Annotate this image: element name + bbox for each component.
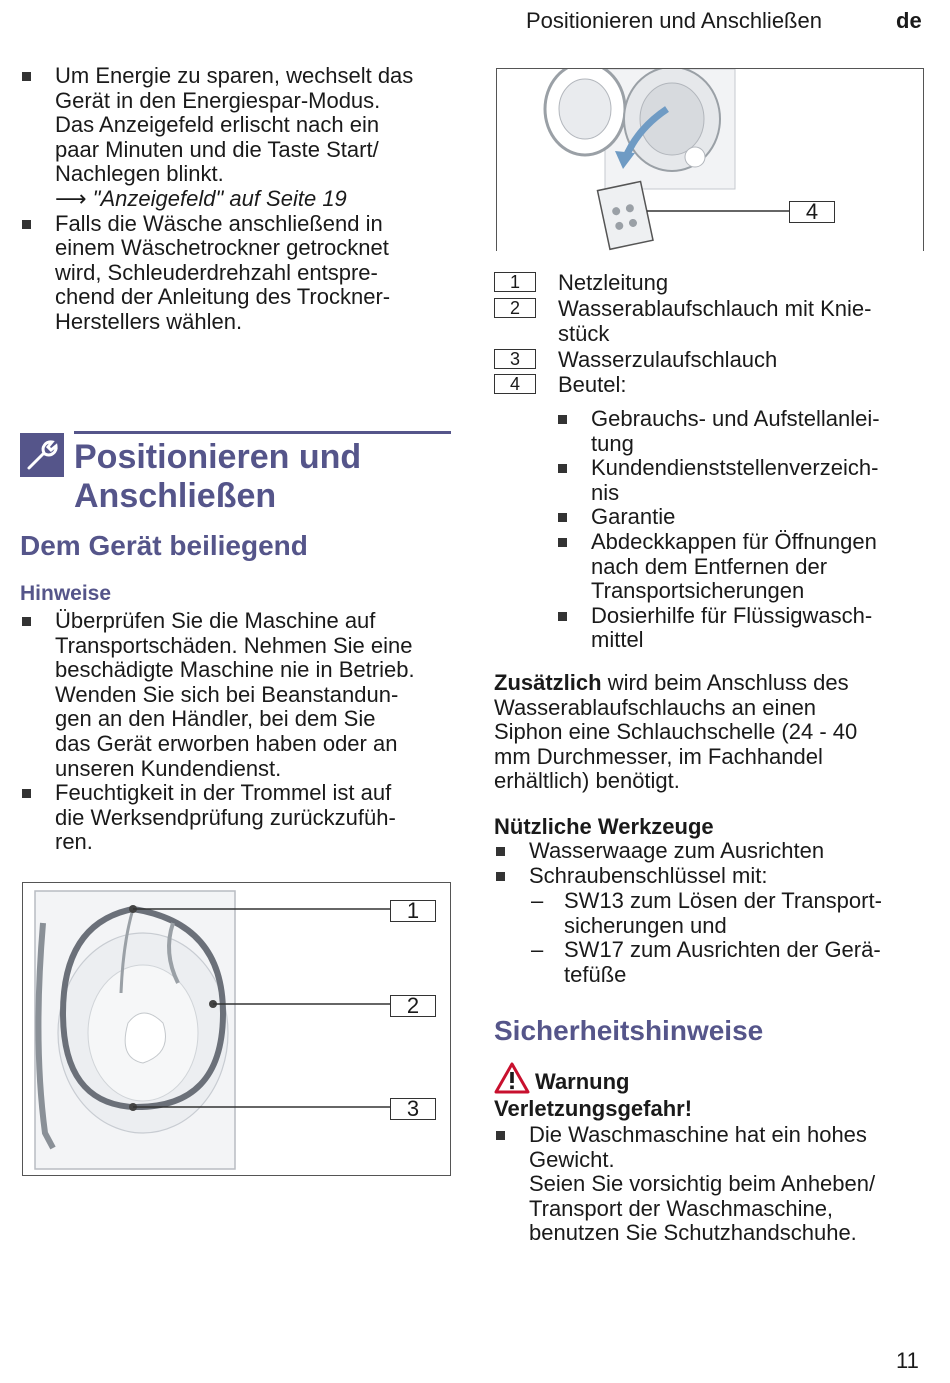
line: SW13 zum Lösen der Transport- (564, 888, 882, 913)
line: nis (591, 479, 620, 505)
chapter-rule (74, 431, 451, 434)
line: wird beim Anschluss des (601, 670, 849, 695)
drum-bag-illustration (496, 68, 924, 251)
line: Gewicht. (529, 1146, 615, 1172)
note-item (20, 609, 460, 781)
line: nach dem Entfernen der (591, 553, 828, 579)
legend-label: Wasserzulaufschlauch (558, 346, 778, 372)
line: Herstellers wählen. (55, 308, 243, 334)
bullet-square-icon (558, 538, 567, 547)
legend-label: Netzleitung (558, 270, 669, 295)
legend-label: stück (558, 321, 610, 346)
line: Feuchtigkeit in der Trommel ist auf (55, 780, 392, 806)
line: Das Anzeigefeld erlischt nach ein (55, 112, 380, 138)
machine-rear-drawing (23, 883, 450, 1175)
line: Gebrauchs- und Aufstellanlei- (591, 406, 880, 431)
line: Falls die Wäsche anschließend in (55, 210, 383, 236)
legend-row (494, 296, 924, 347)
line: Transportsicherungen (591, 578, 805, 604)
line: Gerät in den Energiespar-Modus. (55, 87, 381, 113)
figure-callout-2: 2 (390, 995, 436, 1017)
tools-heading: Nützliche Werkzeuge (494, 814, 714, 839)
line: tefüße (564, 961, 627, 987)
dash-bullet: – (531, 937, 544, 963)
bullet-square-icon (496, 1131, 505, 1140)
line: Schraubenschlüssel mit: (529, 862, 768, 888)
line: Kundendienststellenverzeich- (591, 455, 879, 481)
line: Transport der Waschmaschine, (529, 1195, 834, 1221)
machine-rear-illustration (22, 882, 451, 1176)
line: ren. (55, 829, 93, 855)
legend-number-box: 4 (494, 374, 536, 394)
line: SW17 zum Ausrichten der Gerä- (564, 937, 881, 963)
legend-number-box: 1 (494, 272, 536, 292)
note-item (20, 781, 460, 855)
bullet-square-icon (558, 464, 567, 473)
bag-item (556, 407, 916, 456)
chapter-title-line: Positionieren und (74, 438, 362, 476)
chapter-title-line: Anschließen (74, 477, 277, 515)
figure-callout-3: 3 (390, 1098, 436, 1120)
bag-item (556, 505, 916, 530)
line: sicherungen und (564, 912, 727, 938)
line: das Gerät erworben haben oder an (55, 730, 398, 756)
legend-row (494, 270, 924, 296)
legend-label: Wasserablaufschlauch mit Knie- (558, 295, 872, 321)
intro-bullet (20, 64, 460, 212)
line: Siphon eine Schlauchschelle (24 - 40 (494, 719, 858, 745)
line: unseren Kundendienst. (55, 755, 282, 781)
line: Wasserablaufschlauchs an einen (494, 694, 817, 720)
warning-label: Warnung (535, 1069, 630, 1094)
wrench-size-item (529, 938, 924, 987)
bullet-square-icon (496, 847, 505, 856)
line: einem Wäschetrockner getrocknet (55, 235, 389, 261)
line: mm Durchmesser, im Fachhandel (494, 743, 823, 769)
wrench-sizes-list (529, 889, 924, 987)
figure-callout-1: 1 (390, 900, 436, 922)
bullet-square-icon (558, 415, 567, 424)
legend-row (494, 347, 924, 373)
line: benutzen Sie Schutzhandschuhe. (529, 1220, 857, 1246)
legend-number-box: 2 (494, 298, 536, 318)
line: mittel (591, 627, 644, 653)
line: Seien Sie vorsichtig beim Anheben/ (529, 1171, 876, 1197)
line: tung (591, 430, 634, 456)
notes-heading: Hinweise (20, 582, 112, 605)
figure-callout-4: 4 (789, 201, 835, 223)
additional-bold: Zusätzlich (494, 670, 602, 695)
bullet-square-icon (22, 617, 31, 626)
bullet-square-icon (22, 220, 31, 229)
safety-bullet (494, 1123, 924, 1246)
line: die Werksendprüfung zurückzufüh- (55, 804, 396, 830)
xref-arrow-icon: ⟶ (55, 185, 87, 211)
bullet-square-icon (496, 872, 505, 881)
intro-bullet (20, 212, 460, 335)
tool-item (494, 839, 924, 864)
running-header-title: Positionieren und Anschließen (526, 8, 822, 33)
notes-list (20, 609, 460, 855)
language-tag: de (896, 8, 922, 33)
page-number: 11 (896, 1348, 919, 1373)
bullet-square-icon (558, 612, 567, 621)
line: Die Waschmaschine hat ein hohes (529, 1122, 867, 1147)
section-title: Dem Gerät beiliegend (20, 530, 308, 561)
line: beschädigte Maschine nie in Betrieb. (55, 657, 415, 683)
line: Überprüfen Sie die Maschine auf (55, 608, 376, 633)
line: chend der Anleitung des Trockner- (55, 284, 391, 310)
legend-label: Beutel: (558, 372, 627, 397)
wrench-icon (20, 433, 64, 477)
line: Wenden Sie sich bei Beanstandun- (55, 681, 399, 707)
wrench-size-item (529, 889, 924, 938)
dash-bullet: – (531, 888, 544, 913)
bag-contents-list (556, 407, 916, 653)
bag-item (556, 456, 916, 505)
bullet-square-icon (22, 72, 31, 81)
cross-reference-link[interactable]: "Anzeigefeld" auf Seite 19 (86, 185, 347, 211)
line: Nachlegen blinkt. (55, 161, 224, 187)
bullet-square-icon (22, 789, 31, 798)
line: paar Minuten und die Taste Start/ (55, 136, 379, 162)
line: erhältlich) benötigt. (494, 768, 680, 794)
line: Um Energie zu sparen, wechselt das (55, 63, 414, 88)
drum-bag-drawing (497, 69, 923, 251)
legend-row (494, 372, 924, 398)
bag-item (556, 604, 916, 653)
danger-label: Verletzungsgefahr! (494, 1096, 693, 1121)
bullet-square-icon (558, 513, 567, 522)
line: Dosierhilfe für Flüssigwasch- (591, 602, 873, 628)
figure-legend (494, 270, 924, 398)
line: wird, Schleuderdrehzahl entspre- (55, 259, 378, 285)
line: Wasserwaage zum Ausrichten (529, 838, 825, 863)
line: Garantie (591, 504, 676, 530)
line: Abdeckkappen für Öffnungen (591, 528, 877, 554)
legend-number-box: 3 (494, 349, 536, 369)
chapter-title (74, 438, 361, 516)
safety-bullet-list (494, 1123, 924, 1246)
line: Transportschäden. Nehmen Sie eine (55, 632, 413, 658)
intro-bullet-list (20, 64, 460, 335)
additional-paragraph (494, 671, 924, 794)
warning-triangle-icon (494, 1062, 530, 1094)
tool-item (494, 864, 924, 889)
bag-item (556, 530, 916, 604)
safety-title: Sicherheitshinweise (494, 1015, 764, 1046)
tools-list (494, 839, 924, 888)
line: gen an den Händler, bei dem Sie (55, 706, 376, 732)
